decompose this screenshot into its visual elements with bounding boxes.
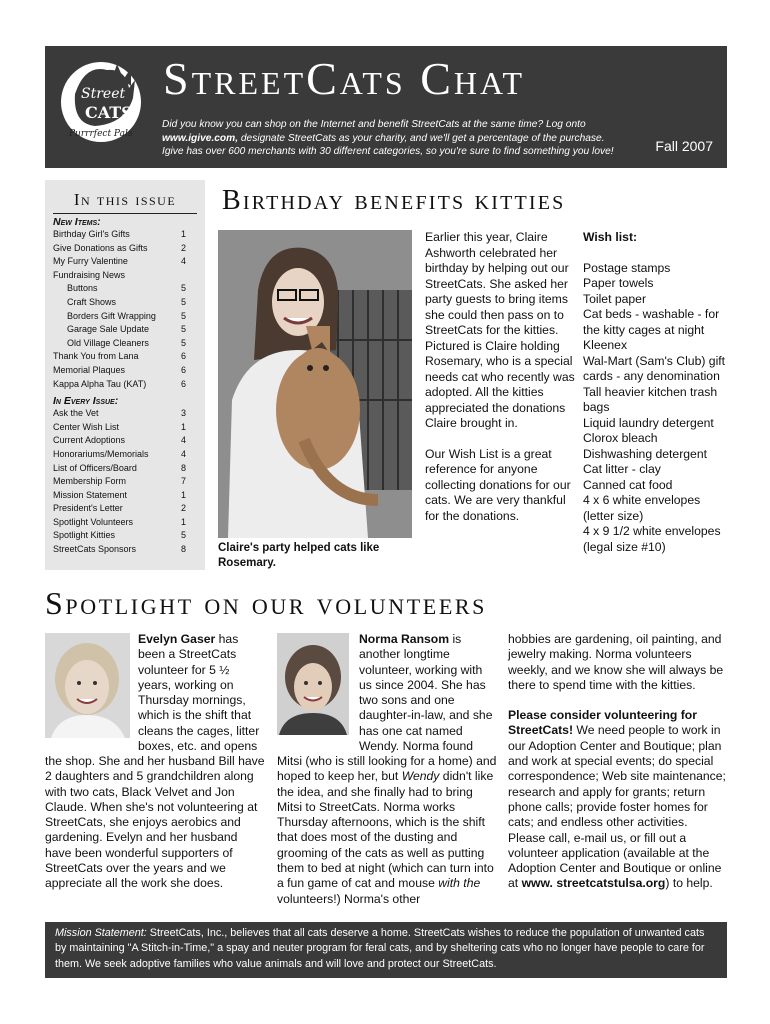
toc-entry-page: 2 [181,242,187,253]
toc-entry-page: 6 [181,351,187,362]
toc-entry[interactable] [53,475,197,489]
evelyn-text-beside: has been a StreetCats volunteer for 5 ½ years, working on Thursday mornings, which is the shift that cleans the cages, litter boxes, etc. and opens [138,632,260,754]
toc-entry-page: 5 [181,283,187,294]
evelyn-name: Evelyn Gaser [138,632,216,646]
toc-entry-label: Spotlight Volunteers [53,516,134,527]
toc-entry-page: 8 [181,544,187,555]
toc-entry-page: 5 [181,310,187,321]
wish-list-item: Cat beds - washable - for the kitty cages at night [583,307,720,337]
toc-entry[interactable] [53,489,197,503]
toc-entry-page: 1 [181,489,187,500]
wish-list-item: Liquid laundry detergent [583,415,714,430]
toc-entry-label: Thank You from Lana [53,351,139,362]
toc-entry[interactable] [53,269,197,283]
toc-entry[interactable] [53,296,197,310]
birthday-para-1: Earlier this year, Claire Ashworth celebrated her birthday by helping out our StreetCats. She asked her party guests to bring items she could then pass on to StreetCats for the kitties. Pictured is Claire holding Rosemary, who is a special needs cat who recently was adopted. All the kitties appreciated the donations Claire brought in. [425,230,575,430]
website-link[interactable]: www. streetcatstulsa.org [521,876,666,891]
norma-hobbies: hobbies are gardening, oil painting, and jewelry making. Norma volunteers weekly, and we know she will always be there to spend time with the kitties. [508,632,724,692]
toc-entry-page: 1 [181,229,187,239]
birthday-para-2: Our Wish List is a great reference for anyone collecting donations for our cats. We are very thankful for the donations. [425,446,571,523]
with-the-text: with the [438,876,481,891]
toc-entry-page: 2 [181,503,187,514]
volunteer-call [508,632,726,892]
wish-list-item: Kleenex [583,338,628,352]
wish-list-item: Toilet paper [583,291,647,306]
logo-subtitle: Purrrfect Pals [69,129,133,139]
toc-entry-label: Current Adoptions [53,435,126,446]
tagline-line-1: Did you know you can shop on the Internet and benefit StreetCats at the same time? Log onto [162,119,586,130]
toc-entry-label: President's Letter [53,503,123,514]
volunteers-headline: Spotlight on our volunteers [45,585,487,621]
toc-entry-label: Center Wish List [53,421,120,432]
toc-entry[interactable] [53,529,197,543]
wish-list-item: Tall heavier kitchen trash bags [583,384,718,414]
wish-list [583,230,728,555]
volunteer-appeal [508,708,726,892]
toc-title: In this issue [53,190,197,214]
birthday-headline: Birthday benefits kitties [222,185,566,216]
toc-entry-label: My Furry Valentine [53,256,128,267]
toc-entry-page [181,269,197,283]
toc-entry[interactable] [53,364,197,378]
toc-entry-page: 1 [181,421,187,432]
mission-text: StreetCats, Inc., believes that all cats deserve a home. StreetCats wishes to reduce the population of unwanted cats by maintaining "A Stitch-in-Time," a spay and neuter program for feral cats, and by sheltering cats who no longer have people to care for them. We seek adoptive families who value animals and will love and protect our StreetCats. [55,927,705,970]
toc-entry-page: 5 [181,337,187,348]
toc-entry-label: Old Village Cleaners [67,337,149,348]
toc-every-items [53,407,197,557]
tagline-line-2: designate StreetCats as your charity, and we'll get a percentage of the purchase. [238,132,605,144]
toc-entry[interactable] [53,516,197,530]
volunteer-appeal-text: We need people to work in our Adoption Center and Boutique; plan and work at special events; do special correspondence; Web site maintenance; research and apply for grants; return phone calls; provide foster homes for cats; and endless other activities. Please call, e-mail us, or fill out a volunteer application (available at the Adoption Center and Boutique or online at [508,723,726,891]
toc-entry[interactable] [53,462,197,476]
claire-with-cat-photo [218,230,412,538]
toc-entry-label: Borders Gift Wrapping [67,310,156,321]
issue-season: Fall 2007 [655,138,713,154]
toc-entry-page: 5 [181,324,187,335]
norma-text-beside: is another longtime volunteer, working with us since 2004. She has two sons and one daughter-in-law, and she has one cat named Wendy. Norma found [359,632,493,754]
toc-entry-label: Honorariums/Memorials [53,448,149,459]
volunteer-appeal-end: ) to help. [665,876,713,891]
norma-name: Norma Ransom [359,632,450,646]
wish-list-item: Paper towels [583,276,654,290]
norma-text-b: didn't like the idea, and she finally had to bring Mitsi to StreetCats. Norma works Thursday afternoons, which is the shift that does most of the dusting and grooming of the cats as well as putting them to bed at night (which can turn into a fun game of cat and mouse [277,769,494,891]
toc-entry[interactable] [53,350,197,364]
streetcats-logo [55,54,147,160]
toc-entry-page: 1 [181,516,187,527]
toc-entry-label: Kappa Alpha Tau (KAT) [53,378,147,389]
logo-cats-text: CATS [85,103,133,122]
birthday-body [425,230,575,524]
norma-intro [359,632,494,754]
evelyn-intro [138,632,266,754]
toc-entry[interactable] [53,228,197,242]
toc-entry[interactable] [53,323,197,337]
toc-entry[interactable] [53,282,197,296]
igive-tagline [162,118,640,159]
logo-street-text: Street [81,86,126,102]
toc-every-heading: In Every Issue: [53,395,119,408]
norma-text-a: Mitsi (who is still looking for a home) and hoped to keep her, but [277,754,497,784]
toc-entry-label: Craft Shows [67,296,117,307]
toc-entry-page: 4 [181,435,187,446]
toc-entry-page: 4 [181,256,187,267]
toc-entry-label: Buttons [67,283,98,294]
toc-entry-page: 5 [181,296,187,307]
toc-entry-page: 7 [181,476,187,487]
norma-continued [277,754,499,907]
toc-entry-label: List of Officers/Board [53,462,137,473]
toc-entry[interactable] [53,407,197,421]
toc-entry-label: Mission Statement [53,489,128,500]
photo-caption: Claire's party helped cats like Rosemary. [218,542,380,569]
toc-entry[interactable] [53,242,197,256]
toc-entry[interactable] [53,255,197,269]
norma-ransom-photo [277,633,349,735]
toc-entry[interactable] [53,421,197,435]
toc-entry-label: Spotlight Kitties [53,530,116,541]
toc-entry-label: Ask the Vet [53,408,99,419]
toc-entry-label: Birthday Girl's Gifts [53,229,130,239]
volunteer-appeal-heading: Please consider volunteering for StreetCats! [508,708,697,738]
masthead-banner [45,46,727,168]
evelyn-gaser-photo [45,633,130,738]
wish-list-item: Dishwashing detergent [583,446,707,461]
toc-entry-label: Membership Form [53,476,127,487]
igive-link[interactable]: www.igive.com, [162,132,239,144]
wish-list-item: Clorox bleach [583,431,658,445]
wish-list-item: Cat litter - clay [583,462,661,476]
toc-entry-page: 5 [181,530,187,541]
mission-statement [45,922,727,978]
wish-list-item: 4 x 6 white envelopes (letter size) [583,493,701,523]
toc-new-items [53,228,197,391]
evelyn-continued: the shop. She and her husband Bill have 2 daughters and 5 grandchildren along with two cats, Black Velvet and Jon Claude. When she's not volunteering at StreetCats, she enjoys aerobics and gardening. Evelyn and her husband have been wonderful supporters of StreetCats over the years and we appreciate all the work she does. [45,754,265,891]
toc-entry[interactable] [53,434,197,448]
toc-entry[interactable] [53,543,197,557]
wish-list-title: Wish list: [583,230,638,244]
toc-entry[interactable] [53,502,197,516]
toc-entry[interactable] [53,378,197,392]
wish-list-item: Canned cat food [583,477,673,492]
mission-label: Mission Statement: [55,927,147,939]
wish-list-item: 4 x 9 1/2 white envelopes (legal size #10) [583,524,721,554]
toc-entry-page: 6 [181,364,187,375]
toc-entry[interactable] [53,337,197,351]
norma-text-c: volunteers!) Norma's other [277,891,421,906]
toc-entry-label: Fundraising News [53,269,126,280]
wish-list-item: Wal-Mart (Sam's Club) gift cards - any denomination [583,353,726,383]
toc-entry-label: Give Donations as Gifts [53,242,148,253]
toc-entry-label: Memorial Plaques [53,364,126,375]
toc-entry-page: 3 [181,408,187,419]
toc-new-heading: New Items: [53,216,101,228]
toc-entry-label: Garage Sale Update [67,324,150,335]
toc-entry-page: 8 [181,462,187,473]
newsletter-title: StreetCats Chat [163,53,526,104]
toc-entry-page: 4 [181,448,187,459]
toc-entry[interactable] [53,448,197,462]
tagline-line-3: Igive has over 600 merchants with 30 different categories, so you're sure to find something you love! [162,146,614,157]
wish-list-items [583,261,728,556]
in-this-issue-box [45,180,205,570]
wish-list-item: Postage stamps [583,260,671,275]
wendy-name: Wendy [401,769,440,784]
toc-entry-page: 6 [181,378,187,389]
toc-entry[interactable] [53,310,197,324]
toc-entry-label: StreetCats Sponsors [53,544,137,555]
